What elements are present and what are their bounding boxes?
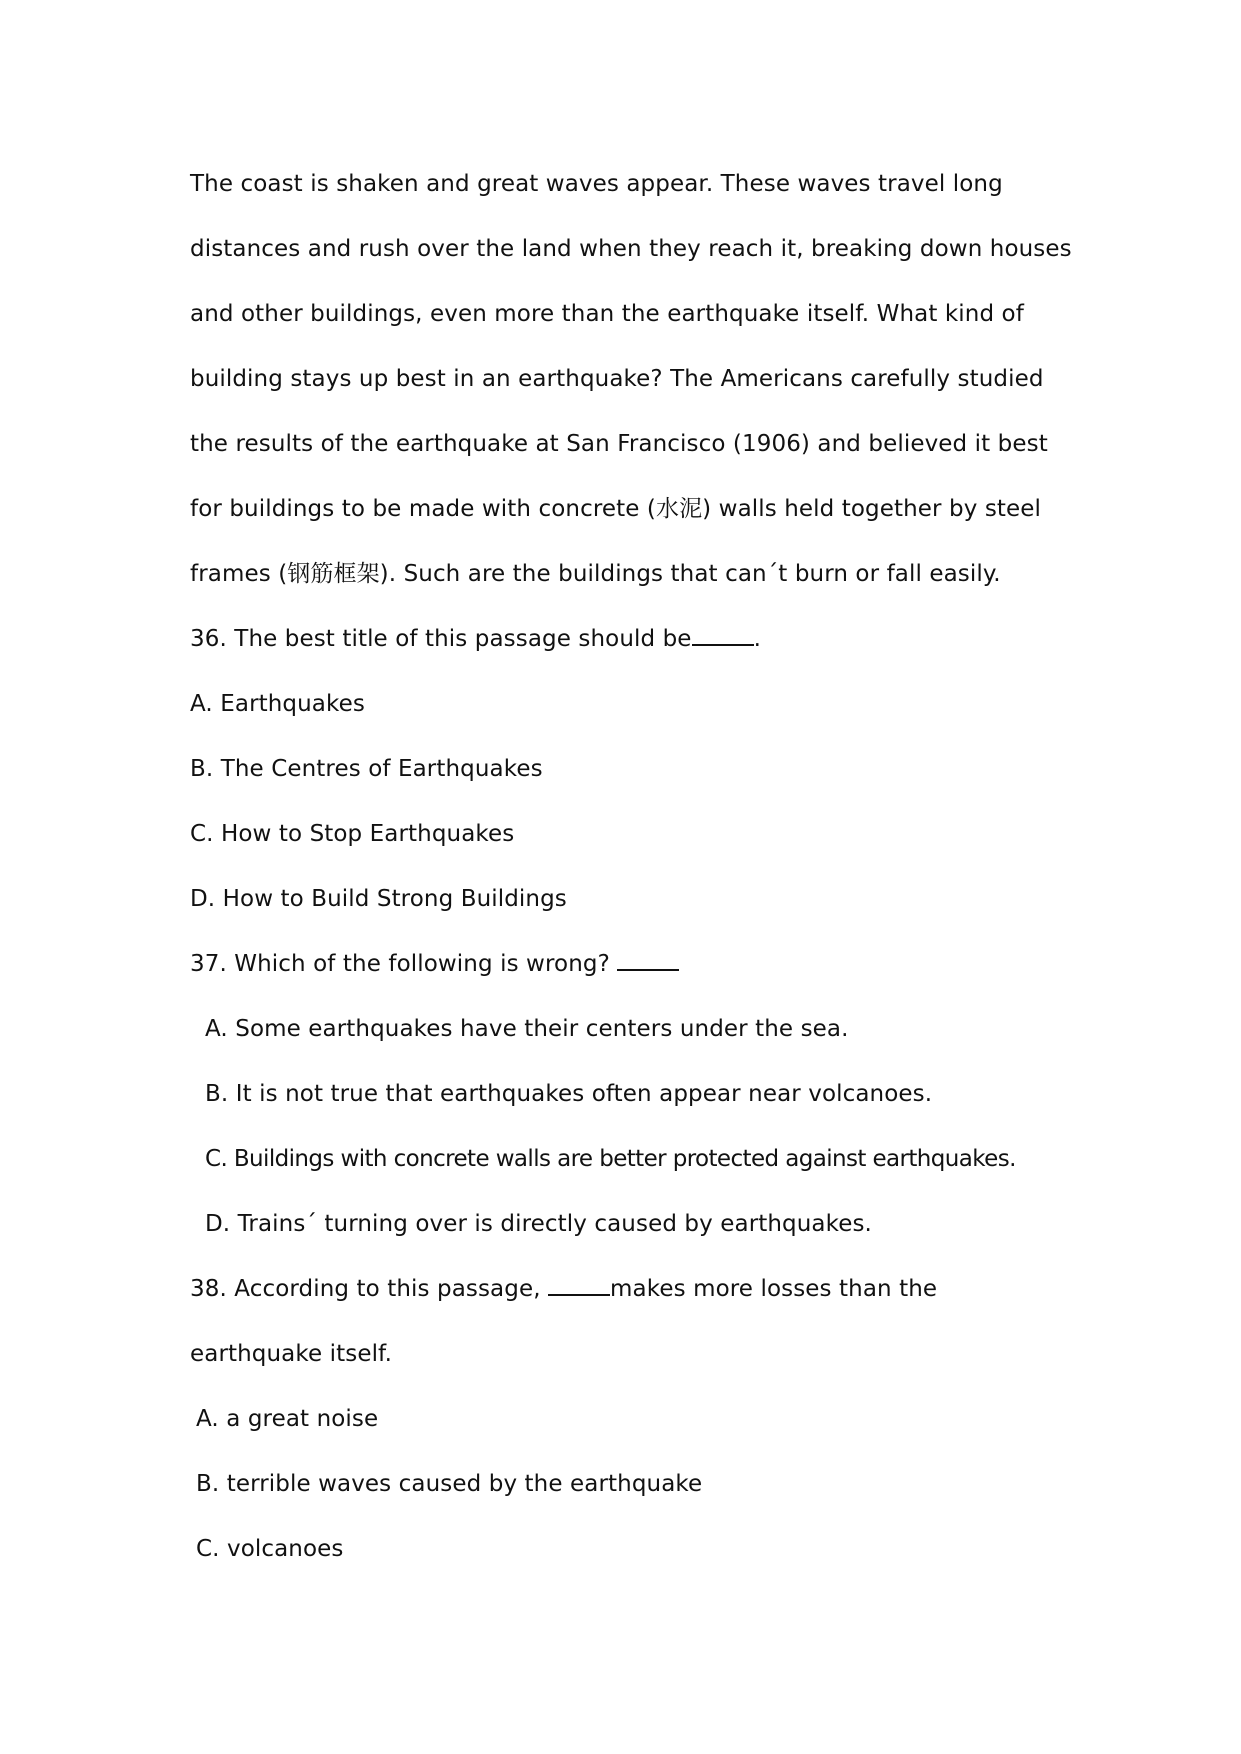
- question-stem-end: .: [753, 626, 761, 652]
- answer-option: B. It is not true that earthquakes often appear near volcanoes.: [205, 1081, 933, 1107]
- answer-option: B. The Centres of Earthquakes: [190, 756, 543, 782]
- passage-line: distances and rush over the land when they reach it, breaking down houses: [190, 236, 1072, 262]
- answer-option: D. Trains´ turning over is directly caused by earthquakes.: [205, 1211, 872, 1237]
- question-stem: [190, 619, 761, 659]
- question-stem-text: 37. Which of the following is wrong?: [190, 951, 618, 977]
- answer-blank: [548, 1270, 610, 1296]
- question-stem-end: makes more losses than the: [610, 1276, 938, 1302]
- answer-option: C. How to Stop Earthquakes: [190, 821, 515, 847]
- answer-option: C. Buildings with concrete walls are better protected against earthquakes.: [205, 1146, 1016, 1172]
- passage-line: the results of the earthquake at San Francisco (1906) and believed it best: [190, 431, 1048, 457]
- answer-option: A. a great noise: [196, 1406, 379, 1432]
- passage-line: The coast is shaken and great waves appear. These waves travel long: [190, 171, 1003, 197]
- answer-blank: [617, 945, 679, 971]
- question-stem-text: 38. According to this passage,: [190, 1276, 549, 1302]
- answer-option: A. Earthquakes: [190, 691, 365, 717]
- question-stem-text: 36. The best title of this passage should be: [190, 626, 692, 652]
- answer-option: A. Some earthquakes have their centers under the sea.: [205, 1016, 849, 1042]
- answer-option: B. terrible waves caused by the earthquake: [196, 1471, 703, 1497]
- question-stem-continued: earthquake itself.: [190, 1341, 392, 1367]
- passage-line: building stays up best in an earthquake? The Americans carefully studied: [190, 366, 1044, 392]
- passage-line: and other buildings, even more than the earthquake itself. What kind of: [190, 301, 1024, 327]
- passage-line: for buildings to be made with concrete (水泥) walls held together by steel: [190, 496, 1042, 522]
- passage-line: frames (钢筋框架). Such are the buildings that can´t burn or fall easily.: [190, 561, 1001, 587]
- question-stem: [190, 1269, 937, 1309]
- question-stem: [190, 944, 679, 984]
- answer-option: C. volcanoes: [196, 1536, 344, 1562]
- answer-blank: [692, 620, 754, 646]
- answer-option: D. How to Build Strong Buildings: [190, 886, 567, 912]
